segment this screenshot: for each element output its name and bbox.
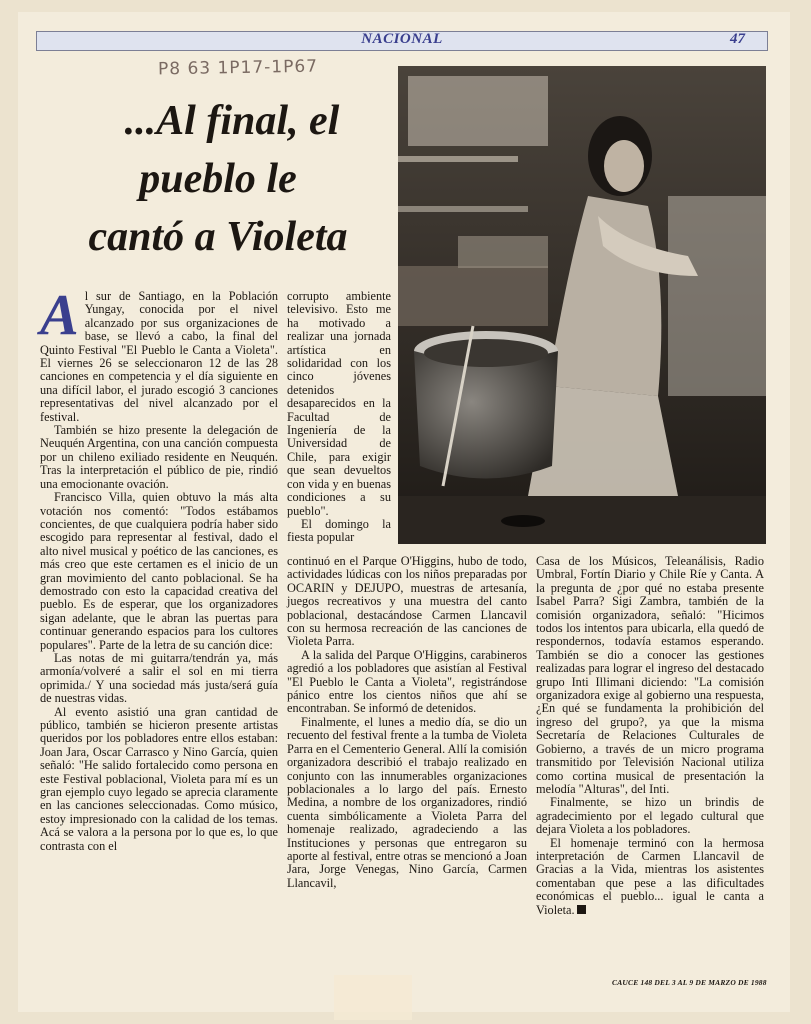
article-column-2 — [287, 290, 391, 545]
paragraph: También se hizo presente la delegación de Neuquén Argentina, con una canción compuesta por un chileno exiliado residente en Neuquén. Tras la interpretación el público de pie, rindió una emocionante ovación. — [40, 423, 278, 491]
paragraph: Francisco Villa, quien obtuvo la más alta votación nos comentó: "Todos estábamos concientes, de que cualquiera podría haber sido escogido para representar al festival, dado el alto nivel musical y poético de las canciones, es más creo que este certamen es el inicio de un gran movimiento del canto poblacional. Se ha demostrado con esto la capacidad creativa del pueblo. Es de esperar, que los organizadores sigan adelante, que le abran las puertas para continuar generando espacios para los cultores populares". Parte de la letra de su canción dice: — [40, 490, 278, 652]
end-of-article-mark — [577, 905, 586, 914]
paragraph: Al evento asistió una gran cantidad de público, también se hicieron presente artistas queridos por los pobladores entre ellos estaban: Joan Jara, Oscar Carrasco y Nino García, quien señaló: "He salido fortalecido como persona en este Festival poblacional, Violeta para mí es un gran ejemplo cuyo legado se aprecia claramente en las canciones seleccionadas. Como músico, estoy impresionado con la calidad de los temas. Acá se valora a la persona por lo que es, lo que contrasta con el — [40, 704, 278, 853]
paragraph: El domingo la fiesta popular — [287, 516, 391, 545]
paragraph: Casa de los Músicos, Teleanálisis, Radio Umbral, Fortín Diario y Chile Ríe y Canta. A la pregunta de ¿por qué no estaba presente Isabel Parra? Sigi Zambra, también de la comisión organizadora, señaló: "Hicimos todos los intentos para ubicarla, ella quedó de respondernos, todavía estamos esperando. También se dio a conocer las gestiones realizadas para lograr el ingreso del destacado grupo Inti Illimani diciendo: "La comisión organizadora exige al gobierno una respuesta, ¿En qué se fundamenta la prohibición del ingreso del grupo?, ya que la misma Secretaría de Relaciones Culturales de Gobierno, a través de un micro programa transmitido por Televisión Nacional utiliza como cortina musical de presentación la melodía "Alturas", del Inti. — [536, 554, 764, 796]
headline-line-1: ...Al final, el — [124, 98, 340, 144]
article-photo — [398, 66, 766, 544]
dropcap: A — [40, 282, 79, 347]
headline-line-2: pueblo le — [139, 156, 297, 202]
article-column-2-lower — [287, 555, 527, 890]
handwritten-annotation: P8 63 1P17-1P67 — [157, 56, 319, 80]
section-name: NACIONAL — [361, 31, 443, 47]
paragraph-1: Al sur de Santiago, en la Población Yungay, conocida por el nivel alcanzado por sus organizaciones de base, se llevó a cabo, la final del Quinto Festival "El Pueblo le Canta a Violeta". El viernes 26 se seleccionaron 12 de las 28 canciones en competencia y el día siguiente en una difícil labor, el jurado escogió 3 canciones representativas del nivel alcanzado por el festival. — [40, 282, 278, 424]
song-lyrics: Las notas de mi guitarra/tendrán ya, más armonía/volveré a salir el sol en mi tierra oprimida./ Y una sociedad más justa/será guía de nuestras vidas. — [40, 650, 278, 706]
headline — [42, 92, 394, 266]
article-column-3 — [536, 555, 764, 917]
paragraph: corrupto ambiente televisivo. Esto me ha motivado a realizar una jornada artística en solidaridad con los cinco jóvenes detenidos desaparecidos en la Facultad de Ingeniería de la Universidad de Chile, para exigir que sean devueltos con vida y en buenas condiciones a su pueblo". — [287, 289, 391, 518]
headline-line-3: cantó a Violeta — [88, 214, 348, 260]
paragraph: A la salida del Parque O'Higgins, carabineros agredió a los pobladores que asistían al Festival "El Pueblo le Canta a Violeta", registrándose pánico entre los cientos niños que ahí se encontraban. Se informó de detenidos. — [287, 647, 527, 716]
paragraph-final: El homenaje terminó con la hermosa interpretación de Carmen Llancavil de Gracias a la Vida, mientras los asistentes comentaban que pese a las dificultades económicas el pueblo... igual le canta a Violeta. — [536, 835, 764, 917]
section-header-bar — [36, 31, 768, 51]
paragraph: Finalmente, se hizo un brindis de agradecimiento por el legado cultural que dejara Violeta a los pobladores. — [536, 795, 764, 837]
article-column-1 — [40, 282, 278, 853]
issue-credit: CAUCE 148 DEL 3 AL 9 DE MARZO DE 1988 — [612, 978, 767, 987]
tape-patch — [334, 975, 412, 1020]
paragraph: Finalmente, el lunes a medio día, se dio un recuento del festival frente a la tumba de Violeta Parra en el Cementerio General. Allí la comisión organizadora describió el trabajo realizado en conjunto con las innumerables organizaciones poblacionales a lo largo del país. Ernesto Medina, a nombre de los organizadores, rindió cuenta simbólicamente a Violeta Parra del homenaje realizado, agradeciendo a las Instituciones y personas que entregaron su aporte al festival, entre otras se mencionó a Joan Jara, Jorge Venegas, Nino García, Carmen Llancavil, — [287, 714, 527, 890]
photo-illustration — [398, 66, 766, 544]
page-number: 47 — [730, 31, 745, 47]
paragraph: continuó en el Parque O'Higgins, hubo de todo, actividades lúdicas con los niños preparadas por OCARIN y DEJUPO, muestras de artesanía, juegos recreativos y una muestra del canto poblacional, destacándose Carmen Llancavil con su hermosa recreación de las canciones de Violeta Parra. — [287, 554, 527, 649]
